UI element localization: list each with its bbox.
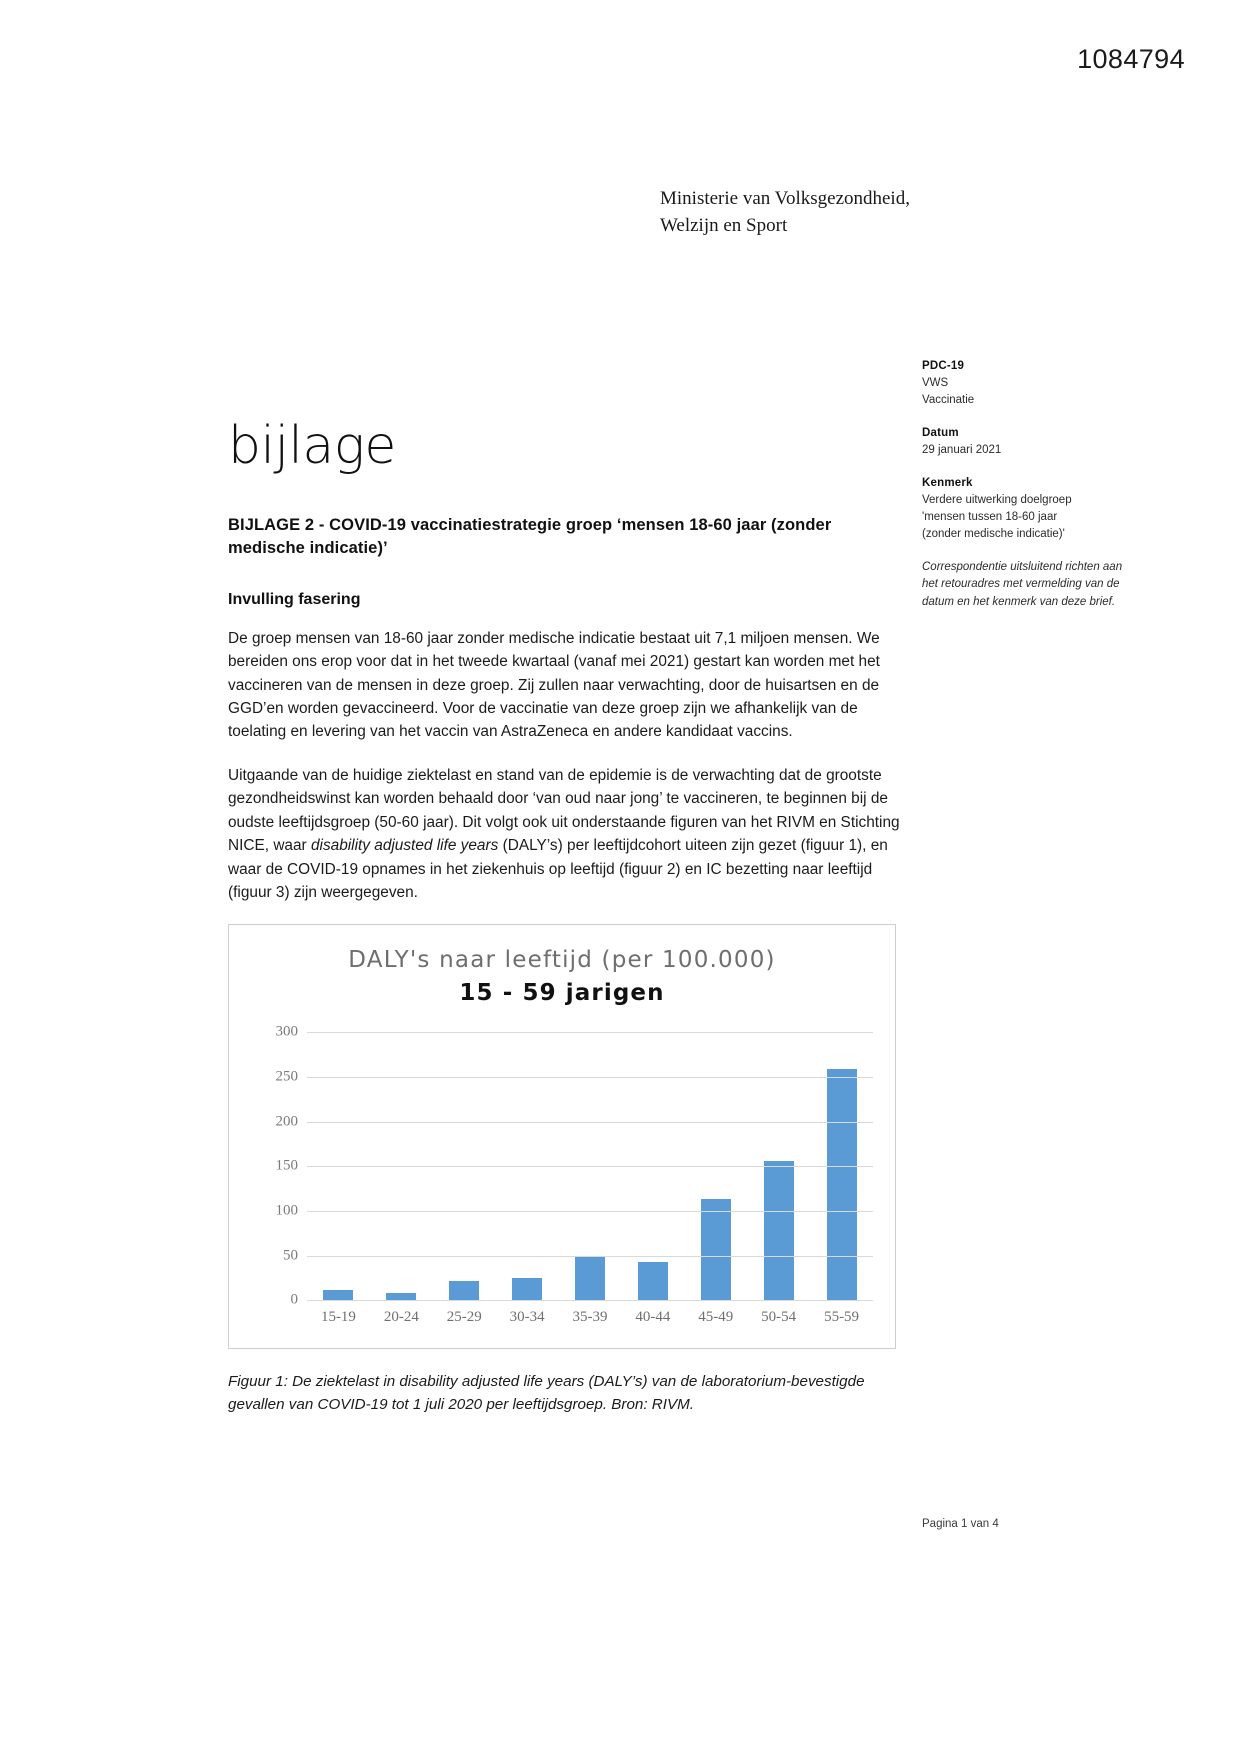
- chart-gridline: [275, 1157, 873, 1174]
- chart-bar: [701, 1199, 731, 1302]
- date-value: 29 januari 2021: [922, 444, 1002, 457]
- chart-gridline: [283, 1247, 873, 1264]
- chart-bar: [827, 1069, 857, 1301]
- date-heading: Datum: [922, 427, 959, 440]
- section-heading: BIJLAGE 2 - COVID-19 vaccinatiestrategie groep ‘mensen 18-60 jaar (zonder medische indicatie)’: [228, 516, 832, 558]
- chart-x-tick-label: 35-39: [572, 1309, 608, 1326]
- page-title: bijlage: [228, 416, 396, 476]
- chart-x-tick-label: 15-19: [320, 1309, 356, 1326]
- figure-1-chart: [228, 924, 896, 1349]
- chart-gridline: [275, 1068, 873, 1085]
- main-content: [228, 416, 908, 1417]
- chart-bar-cell: [559, 1033, 622, 1301]
- page-margin: [0, 96, 92, 1426]
- chart-x-tick-label: 50-54: [761, 1309, 797, 1326]
- chart-bar: [449, 1281, 479, 1302]
- chart-x-tick-label: 40-44: [635, 1309, 671, 1326]
- metadata-sidebar: [922, 358, 1127, 611]
- chart-subtitle: 15 - 59 jarigen: [459, 980, 665, 1007]
- figure-1-caption: Figuur 1: De ziektelast in disability adjusted life years (DALY’s) van de laboratorium-bevestigde gevallen van COVID-19 tot 1 juli 2020 per leeftijdsgroep. Bron: RIVM.: [228, 1373, 865, 1414]
- chart-bar: [575, 1257, 605, 1302]
- kenmerk-heading: Kenmerk: [922, 477, 973, 490]
- chart-bar: [638, 1262, 668, 1301]
- chart-gridline: [290, 1291, 873, 1308]
- ministry-header: [660, 186, 910, 240]
- chart-x-tick-label: 20-24: [383, 1309, 419, 1326]
- reference-line-2: Vaccinatie: [922, 394, 975, 407]
- chart-x-tick-label: 45-49: [698, 1309, 734, 1326]
- chart-y-tick-label: 0: [290, 1291, 298, 1308]
- date-block: [922, 425, 1127, 459]
- chart-y-tick-label: 250: [275, 1068, 298, 1085]
- paragraph-2-emphasis: disability adjusted life years: [310, 837, 499, 855]
- correspondence-note: Correspondentie uitsluitend richten aan het retouradres met vermelding van de datum en het kenmerk van deze brief.: [922, 561, 1123, 608]
- reference-heading: PDC-19: [922, 360, 965, 372]
- chart-title: DALY's naar leeftijd (per 100.000): [348, 947, 776, 974]
- chart-bar-cell: [684, 1033, 747, 1301]
- chart-bar-cell: [747, 1033, 810, 1301]
- chart-bars: [307, 1033, 873, 1301]
- paragraph-2-part-1: Uitgaande van de huidige ziektelast en stand van de epidemie is de verwachting dat de grootste gezondheidswinst kan worden behaald door ‘van oud naar jong’ te vaccineren, te beginnen bij de oudste leeftijdsgroep (50-60 jaar). Dit volgt ook uit onderstaande figuren van het RIVM en Stichting NICE, waar: [228, 766, 900, 855]
- paragraph-2: [228, 764, 908, 904]
- chart-bar-cell: [370, 1033, 433, 1301]
- chart-y-tick-label: 300: [275, 1023, 298, 1040]
- chart-bar-cell: [621, 1033, 684, 1301]
- chart-bar-cell: [496, 1033, 559, 1301]
- chart-y-tick-label: 50: [283, 1247, 298, 1264]
- kenmerk-line-1: Verdere uitwerking doelgroep: [922, 494, 1072, 507]
- chart-x-tick-label: 25-29: [446, 1309, 482, 1326]
- chart-gridline: [275, 1202, 873, 1219]
- chart-bar-cell: [810, 1033, 873, 1301]
- chart-bar-cell: [307, 1033, 370, 1301]
- reference-block: [922, 358, 1127, 409]
- chart-y-tick-label: 200: [275, 1113, 298, 1130]
- paragraph-2-part-2: (DALY’s) per leeftijdcohort uiteen zijn gezet (figuur 1), en waar de COVID-19 opnames in het ziekenhuis op leeftijd (figuur 2) en IC bezetting naar leeftijd (figuur 3) zijn weergegeven.: [228, 837, 888, 901]
- chart-gridline: [275, 1113, 873, 1130]
- kenmerk-line-2: 'mensen tussen 18-60 jaar: [922, 511, 1058, 524]
- paragraph-1: De groep mensen van 18-60 jaar zonder medische indicatie bestaat uit 7,1 miljoen mensen. We bereiden ons erop voor dat in het tweede kwartaal (vanaf mei 2021) gestart kan worden met het vaccineren van de mensen in deze groep. Zij zullen naar verwachting, door de huisartsen en de GGD’en worden gevaccineerd. Voor de vaccinatie van deze groep zijn we afhankelijk van de toelating en levering van het vaccin van AstraZeneca en andere kandidaat vaccins.: [228, 629, 880, 741]
- chart-x-axis-labels: [307, 1309, 873, 1326]
- chart-y-tick-label: 150: [275, 1157, 298, 1174]
- page-footer: Pagina 1 van 4: [922, 1518, 999, 1530]
- ministry-line-1: Ministerie van Volksgezondheid,: [660, 188, 910, 209]
- chart-bar-cell: [433, 1033, 496, 1301]
- chart-y-tick-label: 100: [275, 1202, 298, 1219]
- kenmerk-block: [922, 475, 1127, 543]
- chart-bar: [512, 1278, 542, 1301]
- document-number: 1084794: [1077, 44, 1185, 74]
- ministry-line-2: Welzijn en Sport: [660, 214, 788, 236]
- chart-x-tick-label: 30-34: [509, 1309, 545, 1326]
- chart-bar: [764, 1161, 794, 1301]
- kenmerk-line-3: (zonder medische indicatie)': [922, 528, 1065, 541]
- chart-gridline: [275, 1023, 873, 1040]
- reference-line-1: VWS: [922, 377, 949, 390]
- chart-plot-area: [275, 1023, 873, 1308]
- subsection-heading: Invulling fasering: [228, 590, 361, 608]
- chart-x-tick-label: 55-59: [824, 1309, 860, 1326]
